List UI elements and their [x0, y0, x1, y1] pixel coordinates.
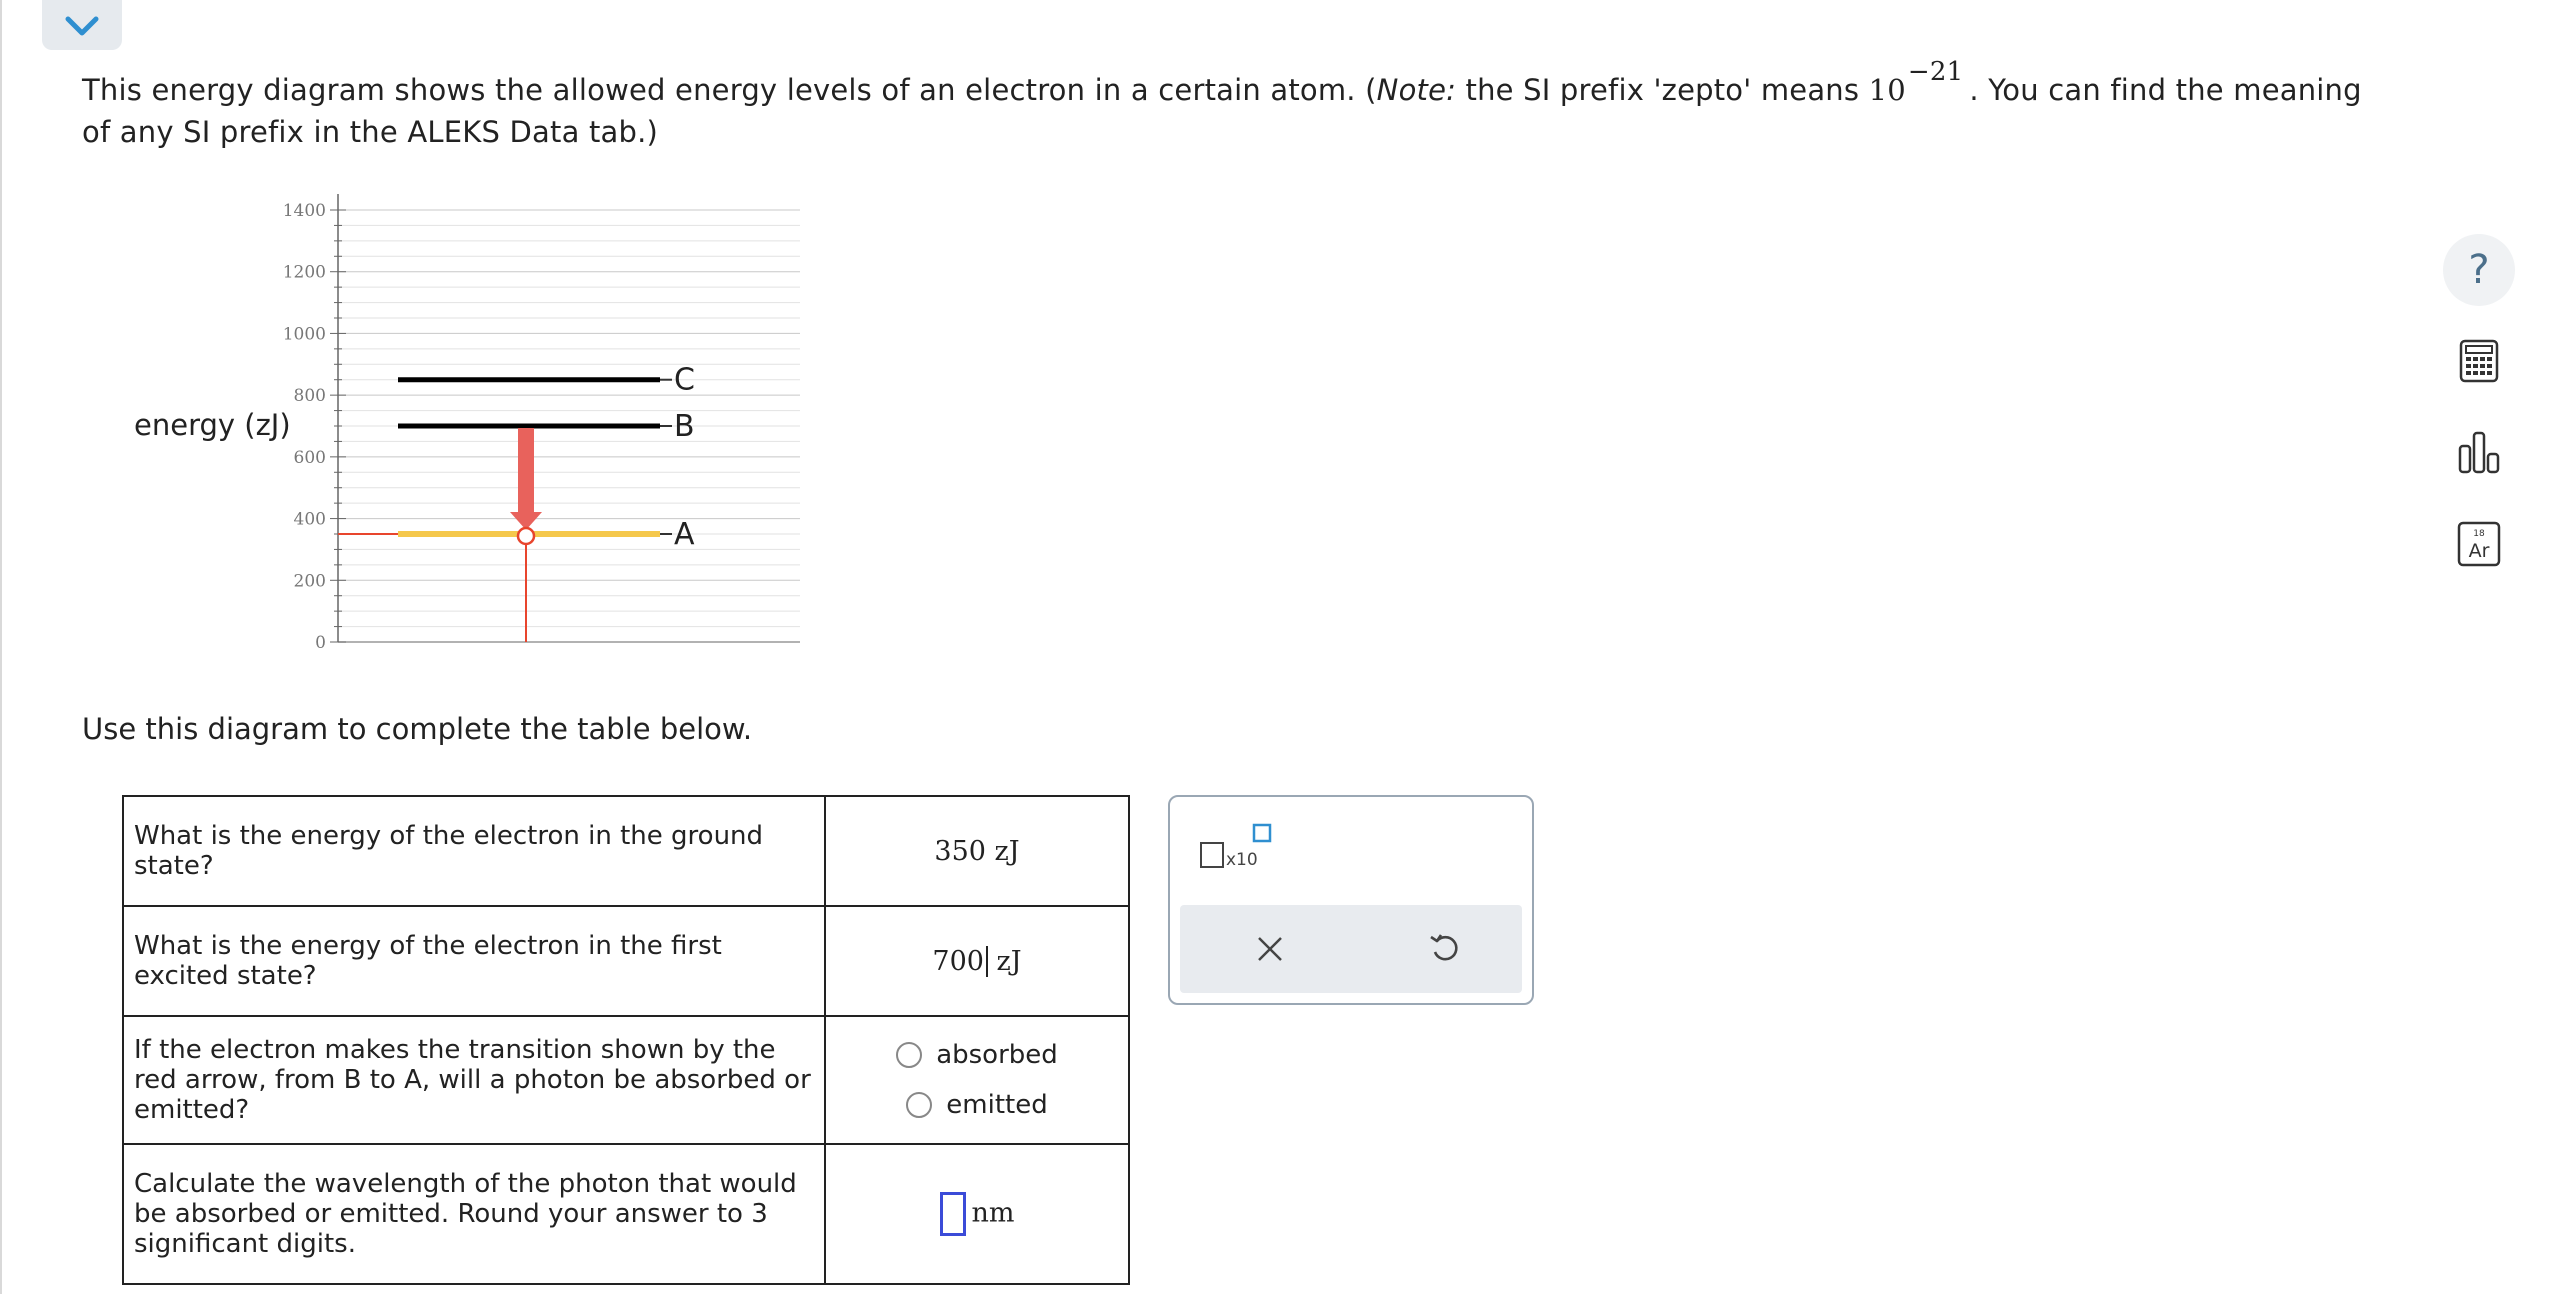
answer-ground-state[interactable]: 350 zJ: [825, 796, 1129, 906]
level-label-c: C: [674, 362, 695, 398]
bar-chart-icon: [2457, 430, 2501, 474]
tick-label: 600: [293, 447, 326, 468]
undo-button[interactable]: [1425, 929, 1465, 969]
answer-table: [122, 795, 1130, 1285]
transition-arrow-shaft: [518, 428, 534, 512]
math-palette: [1168, 795, 1534, 1005]
instruction-text: Use this diagram to complete the table below.: [82, 712, 753, 746]
ten-base: 10: [1868, 73, 1906, 107]
question-ground-state: What is the energy of the electron in the ground state?: [123, 796, 825, 906]
first-excited-input[interactable]: 700: [932, 946, 988, 977]
tick-label: 200: [293, 571, 326, 592]
radio-absorbed[interactable]: absorbed: [827, 1030, 1127, 1080]
periodic-table-button[interactable]: [2443, 508, 2515, 580]
tick-label: 1400: [282, 201, 326, 221]
answer-absorb-emit: [825, 1016, 1129, 1144]
level-label-a: A: [674, 517, 695, 552]
question-wavelength: Calculate the wavelength of the photon that would be absorbed or emitted. Round your answer to 3 significant digits.: [123, 1144, 825, 1284]
ground-state-marker: [518, 528, 534, 544]
question-first-excited: What is the energy of the electron in the first excited state?: [123, 906, 825, 1016]
calculator-icon: [2459, 339, 2499, 383]
tick-label: 1000: [282, 324, 326, 345]
collapse-tab[interactable]: [42, 0, 122, 50]
y-axis-label: energy (zJ): [134, 408, 291, 442]
chevron-down-icon: [62, 11, 102, 39]
radio-emitted[interactable]: emitted: [827, 1080, 1127, 1130]
table-row: [123, 1016, 1129, 1144]
svg-text:Ar: Ar: [2468, 540, 2490, 562]
radio-circle[interactable]: [896, 1042, 922, 1068]
periodic-table-icon: [2457, 521, 2501, 567]
table-row: [123, 1144, 1129, 1284]
wavelength-input[interactable]: [940, 1192, 966, 1236]
left-border: [0, 0, 2, 1294]
level-label-b: B: [674, 409, 695, 444]
clear-button[interactable]: [1250, 929, 1290, 969]
tick-label: 0: [315, 633, 326, 653]
svg-text:18: 18: [2473, 529, 2485, 539]
tick-label: 800: [293, 386, 326, 407]
x10-button[interactable]: [1200, 823, 1290, 877]
radio-circle[interactable]: [906, 1092, 932, 1118]
close-icon: [1255, 934, 1285, 964]
calculator-button[interactable]: [2443, 325, 2515, 397]
exponent: −21: [1907, 57, 1964, 87]
answer-wavelength: nm: [825, 1144, 1129, 1284]
energy-level-chart: [120, 180, 840, 700]
data-button[interactable]: [2443, 416, 2515, 488]
help-button[interactable]: ?: [2443, 234, 2515, 306]
x10-label: x10: [1226, 850, 1258, 870]
question-text: This energy diagram shows the allowed energy levels of an electron in a certain atom. (Note: the SI prefix 'zepto' means 10−21. You can find the meaning of any SI prefix in the ALEKS Data tab.): [82, 57, 2362, 149]
table-row: [123, 796, 1129, 906]
energy-diagram: [120, 180, 840, 700]
undo-icon: [1428, 932, 1462, 966]
table-row: [123, 906, 1129, 1016]
scientific-notation-icon: [1200, 823, 1290, 873]
action-bar: [1180, 905, 1522, 993]
answer-first-excited[interactable]: 700 zJ: [825, 906, 1129, 1016]
tick-label: 1200: [282, 262, 326, 283]
tick-label: 400: [293, 509, 326, 530]
question-absorb-emit: If the electron makes the transition shown by the red arrow, from B to A, will a photon be absorbed or emitted?: [123, 1016, 825, 1144]
